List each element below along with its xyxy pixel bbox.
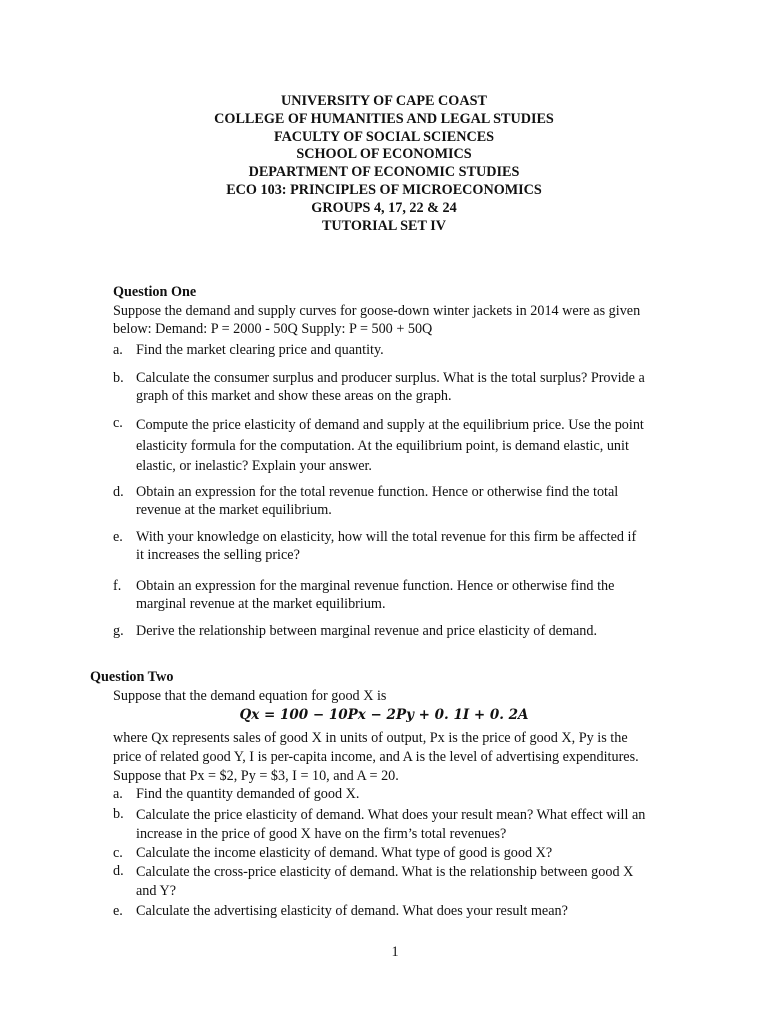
item-label: a. [113, 786, 123, 802]
intro-line: below: Demand: P = 2000 - 50Q Supply: P = 500 + 50Q [113, 320, 433, 337]
header-faculty: FACULTY OF SOCIAL SCIENCES [273, 128, 495, 145]
item-line: revenue at the market equilibrium. [136, 501, 332, 518]
document-header [0, 93, 768, 235]
item-label: f. [113, 578, 122, 594]
demand-equation: Qx = 100 − 10Px − 2Py + 0. 1I + 0. 2A [239, 707, 529, 723]
item-label: e. [113, 529, 123, 545]
header-course: ECO 103: PRINCIPLES OF MICROECONOMICS [226, 181, 542, 198]
body-line: price of related good Y, I is per-capita income, and A is the level of advertising expenditures. [113, 748, 639, 765]
item-label: c. [113, 415, 123, 431]
header-school: SCHOOL OF ECONOMICS [296, 146, 472, 163]
item-line: elasticity formula for the computation. At the equilibrium point, is demand elastic, unit [136, 437, 629, 454]
item-line: it increases the selling price? [136, 546, 300, 563]
question-two-intro: Suppose that the demand equation for good X is [113, 688, 387, 704]
header-college: COLLEGE OF HUMANITIES AND LEGAL STUDIES [214, 110, 554, 127]
question-one-title: Question One [113, 284, 197, 300]
item-line: Find the quantity demanded of good X. [136, 786, 360, 802]
item-line: Derive the relationship between marginal revenue and price elasticity of demand. [136, 623, 598, 639]
item-line: Calculate the cross-price elasticity of demand. What is the relationship between good X [136, 864, 634, 880]
item-label: b. [113, 370, 124, 386]
item-label: e. [113, 903, 123, 919]
header-department: DEPARTMENT OF ECONOMIC STUDIES [248, 164, 520, 181]
item-line: Calculate the income elasticity of demand. What type of good is good X? [136, 845, 553, 861]
item-line: Find the market clearing price and quantity. [136, 342, 384, 358]
item-label: d. [113, 484, 124, 500]
item-line: Compute the price elasticity of demand and supply at the equilibrium price. Use the point [136, 417, 644, 433]
item-line: graph of this market and show these areas on the graph. [136, 387, 452, 404]
item-line: and Y? [136, 883, 177, 899]
question-two-body [113, 729, 639, 785]
item-label: a. [113, 342, 123, 358]
header-university: UNIVERSITY OF CAPE COAST [281, 93, 487, 109]
item-line: Calculate the advertising elasticity of demand. What does your result mean? [136, 903, 568, 919]
item-label: b. [113, 806, 124, 822]
item-line: increase in the price of good X have on the firm’s total revenues? [136, 826, 507, 842]
item-line: Obtain an expression for the marginal revenue function. Hence or otherwise find the [136, 578, 615, 594]
intro-line: Suppose the demand and supply curves for goose-down winter jackets in 2014 were as given [113, 303, 641, 319]
header-groups: GROUPS 4, 17, 22 & 24 [311, 199, 457, 216]
item-line: Calculate the price elasticity of demand. What does your result mean? What effect will an [136, 807, 646, 823]
question-one-intro [113, 303, 640, 338]
item-label: g. [113, 623, 124, 639]
question-two-title: Question Two [90, 669, 174, 685]
item-label: d. [113, 863, 124, 879]
item-line: Calculate the consumer surplus and producer surplus. What is the total surplus? Provide a [136, 370, 645, 386]
header-tutorial-set: TUTORIAL SET IV [321, 217, 447, 234]
item-line: With your knowledge on elasticity, how will the total revenue for this firm be affected if [136, 529, 637, 545]
body-line: where Qx represents sales of good X in units of output, Px is the price of good X, Py is the [113, 730, 628, 746]
item-line: marginal revenue at the market equilibrium. [136, 595, 386, 612]
item-label: c. [113, 845, 123, 861]
body-line: Suppose that Px = $2, Py = $3, I = 10, and A = 20. [113, 767, 399, 784]
item-line: Obtain an expression for the total revenue function. Hence or otherwise find the total [136, 484, 619, 500]
page-number: 1 [391, 944, 399, 960]
item-line: elastic, or inelastic? Explain your answer. [136, 458, 372, 474]
